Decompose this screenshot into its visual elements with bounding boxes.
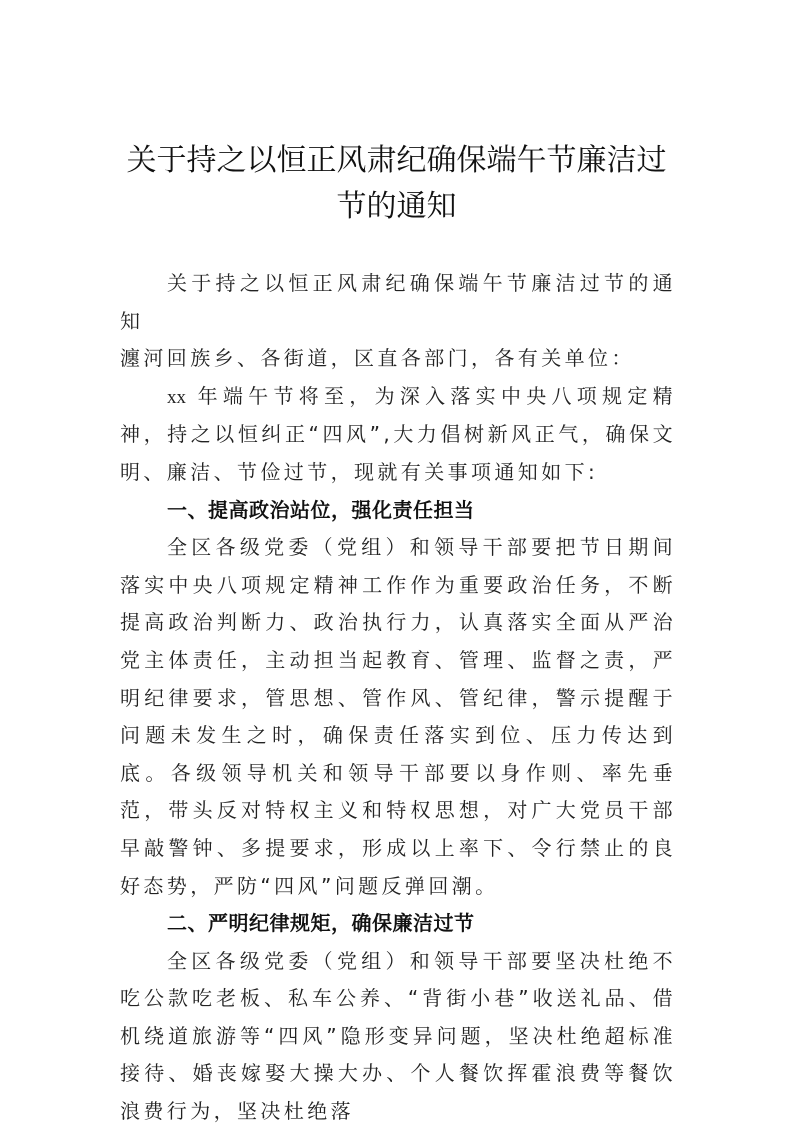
title-line-2: 节的通知 [336,189,457,224]
subtitle-line: 关于持之以恒正风肃纪确保端午节廉洁过节的通知 [120,271,676,333]
document-title [100,138,693,230]
year-placeholder: xx [167,386,186,408]
section-heading-2: 二、严明纪律规矩，确保廉洁过节 [167,911,475,936]
intro-text: 年端午节将至，为深入落实中央八项规定精神，持之以恒纠正“四风”,大力倡树新风正气，确保文明、廉洁、节俭过节，现就有关事项通知如下: [120,383,676,484]
document-body [120,265,676,1131]
title-line-1: 关于持之以恒正风肃纪确保端午节廉洁过 [126,143,667,178]
intro-paragraph [120,378,676,492]
section-heading-1: 一、提高政治站位，强化责任担当 [167,497,475,522]
section-paragraph-2: 全区各级党委（党组）和领导干部要坚决杜绝不吃公款吃老板、私车公养、“背街小巷”收送礼品、借机绕道旅游等“四风”隐形变异问题，坚决杜绝超标准接待、婚丧嫁娶大操大办、个人餐饮挥霍浪费等餐饮浪费行为，坚决杜绝落 [120,948,676,1124]
section-paragraph-1: 全区各级党委（党组）和领导干部要把节日期间落实中央八项规定精神工作作为重要政治任务，不断提高政治判断力、政治执行力，认真落实全面从严治党主体责任，主动担当起教育、管理、监督之责，严明纪律要求，管思想、管作风、管纪律，警示提醒于问题未发生之时，确保责任落实到位、压力传达到底。各级领导机关和领导干部要以身作则、率先垂范，带头反对特权主义和特权思想，对广大党员干部早敲警钟、多提要求，形成以上率下、令行禁止的良好态势，严防“四风”问题反弹回潮。 [120,535,676,898]
addressee: 瀍河回族乡、各街道，区直各部门，各有关单位： [120,346,635,371]
